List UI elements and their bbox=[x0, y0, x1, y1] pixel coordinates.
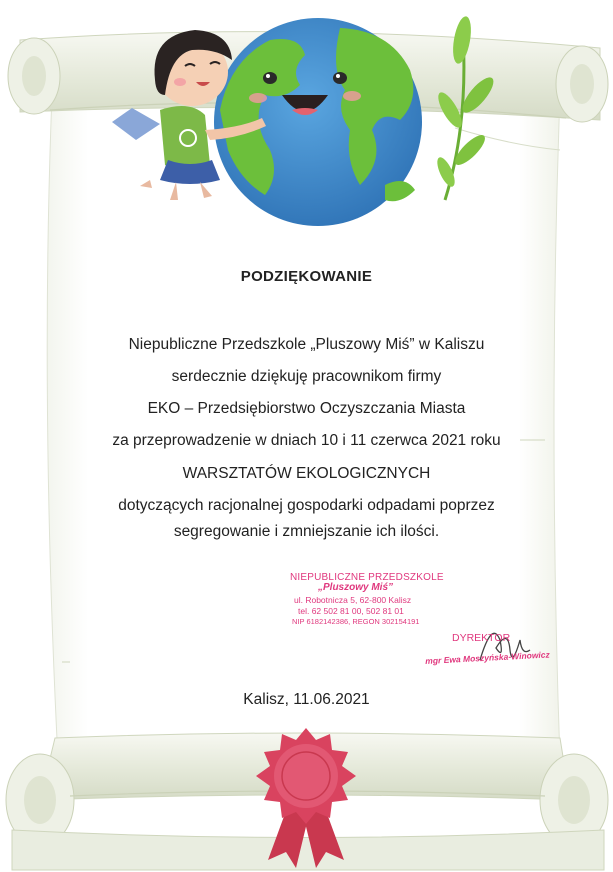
globe-icon bbox=[214, 18, 422, 226]
director-name-stamp: mgr Ewa Moszyńska-Winowicz bbox=[425, 649, 550, 666]
stamp-line-1: NIEPUBLICZNE PRZEDSZKOLE bbox=[290, 572, 444, 583]
director-role-stamp: DYREKTOR bbox=[452, 632, 511, 644]
body-line-7: segregowanie i zmniejszanie ich ilości. bbox=[173, 523, 440, 540]
body-line-1: Niepubliczne Przedszkole „Pluszowy Miś” w Kaliszu bbox=[128, 336, 485, 353]
document-title: PODZIĘKOWANIE bbox=[240, 268, 373, 285]
body-line-4: za przeprowadzenie w dniach 10 i 11 czerwca 2021 roku bbox=[112, 432, 501, 449]
stamp-line-5: NIP 6182142386, REGON 302154191 bbox=[292, 617, 420, 626]
place-and-date: Kalisz, 11.06.2021 bbox=[243, 691, 370, 708]
body-line-3: EKO – Przedsiębiorstwo Oczyszczania Miasta bbox=[147, 400, 466, 417]
stamp-line-2: „Pluszowy Miś” bbox=[318, 582, 394, 593]
body-line-2: serdecznie dziękuję pracownikom firmy bbox=[171, 368, 442, 385]
stamp-line-4: tel. 62 502 81 00, 502 81 01 bbox=[298, 606, 404, 616]
body-line-5: WARSZTATÓW EKOLOGICZNYCH bbox=[182, 465, 431, 482]
stamp-line-3: ul. Robotnicza 5, 62-800 Kalisz bbox=[294, 595, 412, 605]
body-line-6: dotyczących racjonalnej gospodarki odpadami poprzez bbox=[118, 497, 495, 514]
